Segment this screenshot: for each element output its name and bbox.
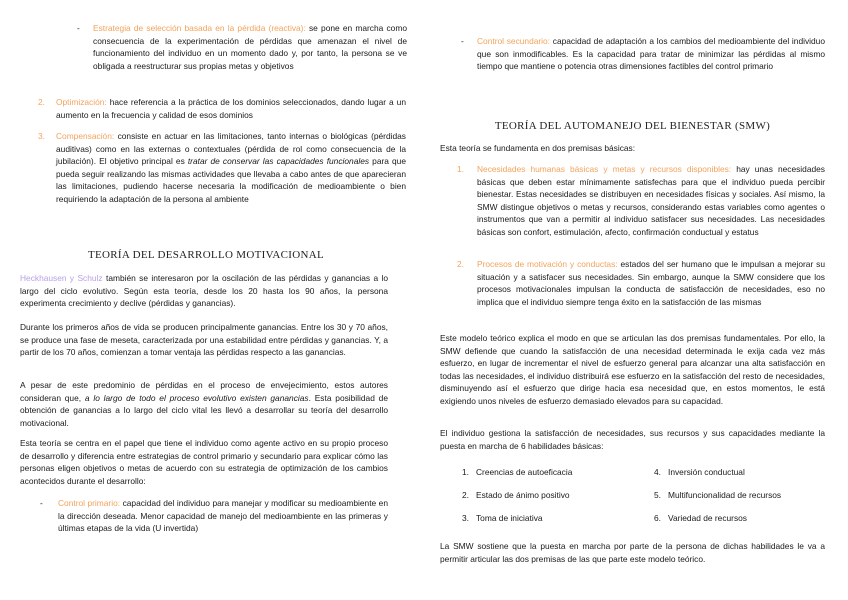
list-item-optimizacion: 2. Optimización: hace referencia a la práctica de los dominios seleccionados, dando lugar a un aumento en la frecuencia y calidad de esos dominios	[38, 97, 406, 120]
habilidad-item: 2. Estado de ánimo positivo	[462, 490, 570, 500]
list-number: 2.	[457, 259, 464, 269]
heading-desarrollo-motivacional: TEORÍA DEL DESARROLLO MOTIVACIONAL	[88, 249, 324, 261]
list-item-procesos: 2. Procesos de motivación y conductas: estados del ser humano que le impulsan a mejorar su situación y a satisfacer sus necesidades. Sin embargo, aunque la SMW considere que los procesos motivacionales impulsan la conducta de satisfacción de necesidades, eso no implica que el individuo siempre tenga éxito en la satisfacción de las mismas	[457, 259, 825, 307]
list-item-seleccion-reactiva: - Estrategia de selección basada en la pérdida (reactiva): se pone en marcha como consecuencia de la experimentación de pérdidas que amenazan el nivel de funcionamiento del individuo en un momento dado y, por tanto, la persona se ve obligada a reestructurar sus propias metas y objetivos	[77, 23, 407, 71]
paragraph-etapas: Durante los primeros años de vida se producen principalmente ganancias. Entre los 30 y 70 años, se produce una fase de meseta, caracterizada por una estabilidad entre pérdidas y ganancias. Y, a partir de los 70 años, comienzan a tomar ventaja las pérdidas respecto a las ganancias.	[20, 322, 388, 358]
paragraph-heckhausen: Heckhausen y Schulz también se interesaron por la oscilación de las pérdidas y ganancias a lo largo del ciclo evolutivo. Según esta teoría, desde los 20 hasta los 90 años, la persona experimenta crecimiento y declive (pérdidas y ganancias).	[20, 273, 388, 309]
term: Optimización:	[56, 97, 107, 107]
term: Necesidades humanas básicas y metas y recursos disponibles:	[477, 164, 732, 174]
paragraph-conclusion: La SMW sostiene que la puesta en marcha por parte de la persona de dichas habilidades le va a permitir articular las dos premisas de las que parte este modelo teórico.	[440, 541, 825, 564]
list-item-necesidades: 1. Necesidades humanas básicas y metas y recursos disponibles: hay unas necesidades básicas que deben estar mínimamente satisfechas para que el individuo pueda percibir bienestar. Estas necesidades se distribuyen en necesidades físicas y sociales. Así mismo, la SMW distingue objetivos o metas y recursos, considerando estas variables como agentes o instrumentos que van a permitir al individuo satisfacer sus necesidades. Las necesidades básicas son confort, estimulación, afecto, confirmación conductual y estatus	[457, 164, 825, 237]
list-number: 1.	[457, 164, 464, 174]
heading-automanejo-bienestar: TEORÍA DEL AUTOMANEJO DEL BIENESTAR (SMW)	[494, 120, 771, 132]
bullet-dash: -	[77, 23, 80, 33]
authors: Heckhausen y Schulz	[20, 273, 103, 283]
list-number: 2.	[38, 97, 45, 107]
term: Procesos de motivación y conductas:	[477, 259, 618, 269]
term: Estrategia de selección basada en la pérdida (reactiva):	[93, 23, 306, 33]
list-item-compensacion: 3. Compensación: consiste en actuar en las limitaciones, tanto internas o biológicas (pérdidas auditivas) como en las externas o contextuales (pérdida de rol como consecuencia de la jubilación). El objetivo principal es tratar de conservar las capacidades funcionales para que pueda seguir realizando las mismas actividades que llevaba a cabo antes de que aparecieran las limitaciones, pudiendo hacerse necesaria la modificación de medioambiente o bien requiriendo la adaptación de la persona al ambiente	[38, 131, 407, 204]
paragraph-agente-activo: Esta teoría se centra en el papel que tiene el individuo como agente activo en su propio proceso de desarrollo y diferencia entre estrategias de control primario y secundario para explicar cómo las personas eligen objetivos o metas de acuerdo con su estrategia de optimización de los cambios acontecidos durante el desarrollo:	[20, 438, 388, 486]
list-number: 3.	[38, 131, 45, 141]
paragraph-ganancias: A pesar de este predominio de pérdidas en el proceso de envejecimiento, estos autores consideran que, a lo largo de todo el proceso evolutivo existen ganancias. Esta posibilidad de obtención de ganancias a lo largo del ciclo vital les llevó a desarrollar su teoría del desarrollo motivacional.	[20, 380, 388, 428]
bullet-dash: -	[461, 36, 464, 46]
habilidad-item: 6. Variedad de recursos	[654, 513, 747, 523]
habilidad-item: 5. Multifuncionalidad de recursos	[654, 490, 782, 500]
paragraph-habilidades-intro: El individuo gestiona la satisfacción de necesidades, sus recursos y sus capacidades mediante la puesta en marcha de 6 habilidades básicas:	[440, 428, 825, 451]
list-item-control-secundario: - Control secundario: capacidad de adaptación a los cambios del medioambiente del individuo que son inmodificables. Es la capacidad para tratar de minimizar las pérdidas al mismo tiempo que mantiene o potencia otras dimensiones factibles del control primario	[461, 36, 825, 72]
paragraph-modelo-teorico: Este modelo teórico explica el modo en que se articulan las dos premisas fundamentales. Por ello, la SMW defiende que cuando la satisfacción de una necesidad determinada le exija cada vez más esfuerzo, en lugar de incrementar el nivel de esfuerzo general para alcanzar una alta satisfacción en todas las necesidades, el individuo distribuirá ese esfuerzo en la satisfacción del resto de necesidades, disminuyendo así el esfuerzo que dirige hacia esa necesidad que, en estos momentos, le está exigiendo unos niveles de esfuerzo demasiado elevados para su capacidad.	[440, 333, 825, 406]
bullet-dash: -	[40, 498, 43, 508]
paragraph-premisas-intro: Esta teoría se fundamenta en dos premisas básicas:	[440, 143, 636, 153]
habilidad-item: 1. Creencias de autoeficacia	[462, 467, 573, 477]
term: Control primario:	[58, 498, 121, 508]
habilidad-item: 4. Inversión conductual	[654, 467, 745, 477]
list-item-control-primario: - Control primario: capacidad del individuo para manejar y modificar su medioambiente en la dirección deseada. Menor capacidad de manejo del medioambiente en las primeras y últimas etapas de la vida (U invertida)	[40, 498, 389, 534]
term: Control secundario:	[477, 36, 551, 46]
habilidad-item: 3. Toma de iniciativa	[462, 513, 543, 523]
term: Compensación:	[56, 131, 115, 141]
